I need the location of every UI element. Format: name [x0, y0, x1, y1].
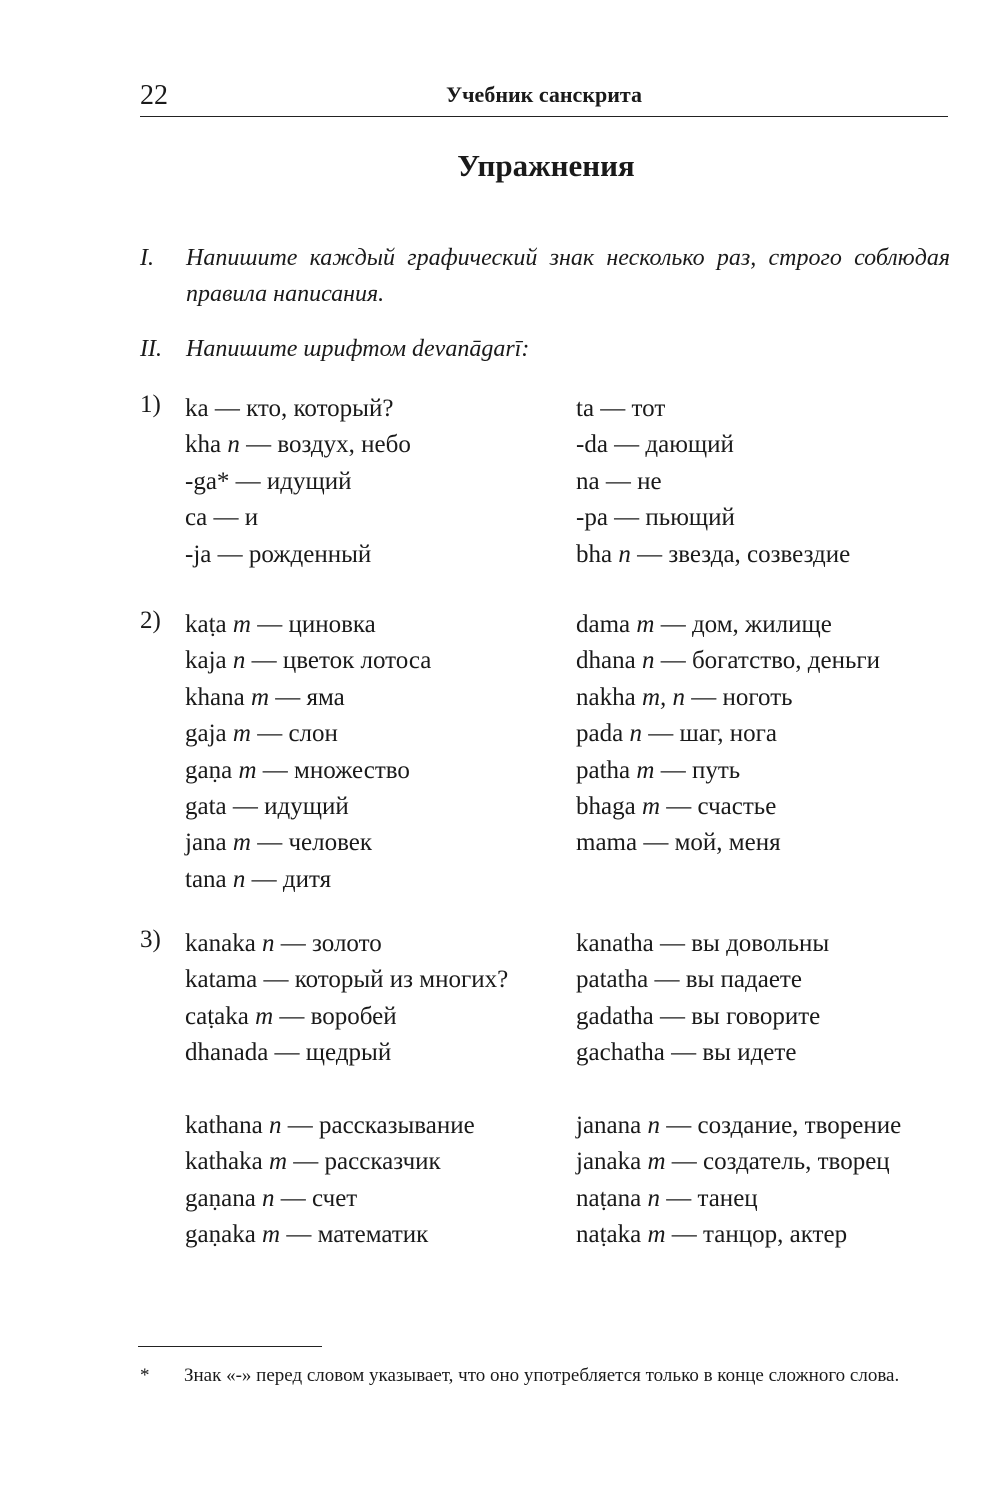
- russian-gloss: и: [244, 504, 259, 532]
- instruction-text: Напишите каждый графический знак несколько раз, строго соблюдая правила написания.: [186, 245, 950, 307]
- russian-gloss: множество: [294, 756, 410, 784]
- russian-gloss: богатство, деньги: [691, 647, 880, 675]
- vocab-entry: dhana n — богатство, деньги: [576, 647, 880, 675]
- instruction-number: II.: [140, 336, 162, 362]
- vocab-entry: jana m — человек: [185, 829, 372, 857]
- gender-mark: m: [641, 792, 661, 820]
- sanskrit-word: na: [576, 467, 600, 495]
- sanskrit-word: dhanada: [185, 1039, 269, 1067]
- gender-mark: m: [647, 1148, 666, 1176]
- russian-gloss: танец: [697, 1184, 758, 1212]
- vocab-entry: -pa — пьющий: [576, 504, 735, 532]
- gender-mark: n: [618, 540, 631, 568]
- russian-gloss: который из многих?: [294, 966, 509, 994]
- sanskrit-word: ca: [185, 504, 208, 532]
- footnote: [140, 1362, 946, 1390]
- sanskrit-word: kaja: [185, 647, 227, 675]
- sanskrit-word: kathana: [185, 1112, 263, 1139]
- russian-gloss: тот: [631, 395, 666, 422]
- instruction-1: [140, 240, 950, 312]
- vocab-entry: ca — и: [185, 504, 259, 532]
- russian-gloss: не: [637, 467, 662, 495]
- vocab-entry: naṭana n — танец: [576, 1184, 758, 1212]
- vocab-entry: gachatha — вы идете: [576, 1039, 797, 1067]
- gender-mark: m, n: [641, 683, 686, 711]
- russian-gloss: воздух, небо: [277, 431, 411, 459]
- sanskrit-word: jana: [185, 829, 227, 857]
- russian-gloss: вы идете: [702, 1039, 797, 1067]
- vocab-entry: dama m — дом, жилище: [576, 611, 832, 638]
- sanskrit-word: dama: [576, 611, 631, 638]
- vocab-entry: patha m — путь: [576, 756, 741, 784]
- russian-gloss: шаг, нога: [679, 720, 777, 748]
- russian-gloss: циновка: [288, 611, 376, 638]
- gender-mark: m: [250, 683, 270, 711]
- vocab-entry: gaṇana n — счет: [185, 1184, 358, 1212]
- vocab-entry: kaṭa m — циновка: [185, 611, 376, 638]
- sanskrit-word: naṭana: [576, 1184, 642, 1212]
- russian-gloss: кто, который?: [246, 395, 394, 422]
- running-title: Учебник санскрита: [446, 82, 642, 107]
- russian-gloss: рассказчик: [324, 1148, 441, 1176]
- vocab-entry: ta — тот: [576, 395, 666, 422]
- gender-mark: n: [262, 930, 275, 957]
- vocab-entry: khana m — яма: [185, 683, 345, 711]
- vocab-entry: na — не: [576, 467, 662, 495]
- sanskrit-word: kathaka: [185, 1148, 263, 1176]
- instruction-2: [140, 331, 950, 367]
- vocab-entry: mama — мой, меня: [576, 829, 781, 857]
- sanskrit-word: bha: [576, 540, 613, 568]
- sanskrit-word: gadatha: [576, 1002, 654, 1030]
- sanskrit-word: gaṇaka: [185, 1221, 256, 1249]
- sanskrit-word: gachatha: [576, 1039, 665, 1067]
- vocab-entry: gaja m — слон: [185, 720, 338, 748]
- russian-gloss: щедрый: [305, 1039, 392, 1067]
- vocab-entry: kathaka m — рассказчик: [185, 1148, 441, 1176]
- sanskrit-word: gata: [185, 792, 227, 820]
- gender-mark: m: [238, 756, 257, 784]
- vocab-entry: kha n — воздух, небо: [185, 431, 411, 459]
- vocab-entry: janaka m — создатель, творец: [576, 1148, 890, 1176]
- sanskrit-word: dhana: [576, 647, 636, 675]
- footnote-marker: *: [140, 1365, 150, 1386]
- russian-gloss: вы довольны: [691, 930, 830, 957]
- vocab-entry: nakha m, n — ноготь: [576, 683, 793, 711]
- vocab-entry: janana n — создание, творение: [576, 1112, 902, 1139]
- russian-gloss: рожденный: [248, 540, 372, 568]
- sanskrit-word: janaka: [576, 1148, 642, 1176]
- section-title: Упражнения: [457, 148, 635, 183]
- vocab-entry: gaṇa m — множество: [185, 756, 410, 784]
- sanskrit-word: mama: [576, 829, 638, 857]
- gender-mark: n: [641, 647, 655, 675]
- gender-mark: n: [262, 1184, 275, 1212]
- russian-gloss: вы говорите: [691, 1002, 821, 1030]
- gender-mark: n: [227, 431, 240, 459]
- vocab-column-left: [185, 391, 575, 573]
- sanskrit-word: -ga*: [185, 467, 230, 495]
- gender-mark: m: [262, 1221, 281, 1249]
- vocab-entry: kanaka n — золото: [185, 930, 382, 957]
- russian-gloss: вы падаете: [685, 966, 802, 994]
- group-number: 1): [140, 391, 161, 418]
- sanskrit-word: bhaga: [576, 792, 636, 820]
- sanskrit-word: katama: [185, 966, 258, 994]
- gender-mark: m: [232, 611, 251, 638]
- footnote-text: Знак «-» перед словом указывает, что оно употребляется только в конце сложного слова.: [184, 1365, 900, 1386]
- vocab-entry: kanatha — вы довольны: [576, 930, 830, 957]
- russian-gloss: пьющий: [645, 504, 735, 532]
- vocab-entry: tana n — дитя: [185, 865, 332, 893]
- gender-mark: m: [232, 720, 251, 748]
- vocab-entry: -ga* — идущий: [185, 467, 352, 495]
- russian-gloss: идущий: [266, 467, 352, 495]
- sanskrit-word: kha: [185, 431, 222, 459]
- russian-gloss: танцор, актер: [703, 1221, 848, 1249]
- sanskrit-word: caṭaka: [185, 1002, 249, 1030]
- gender-mark: m: [255, 1002, 274, 1030]
- vocab-column-right: [576, 607, 956, 862]
- vocab-column-left: [185, 607, 575, 898]
- vocab-entry: gadatha — вы говорите: [576, 1002, 821, 1030]
- sanskrit-word: gaṇa: [185, 756, 233, 784]
- gender-mark: m: [647, 1221, 666, 1249]
- russian-gloss: дающий: [645, 431, 734, 459]
- russian-gloss: слон: [288, 720, 338, 748]
- sanskrit-word: patha: [576, 756, 631, 784]
- vocab-entry: caṭaka m — воробей: [185, 1002, 397, 1030]
- footnote-divider: [138, 1346, 322, 1347]
- vocab-entry: kathana n — рассказывание: [185, 1112, 475, 1139]
- russian-gloss: мой, меня: [674, 829, 781, 857]
- gender-mark: n: [629, 720, 642, 748]
- russian-gloss: счет: [312, 1184, 358, 1212]
- sanskrit-word: janana: [576, 1112, 642, 1139]
- sanskrit-word: nakha: [576, 683, 636, 711]
- gender-mark: n: [232, 647, 246, 675]
- russian-gloss: цветок лотоса: [282, 647, 432, 675]
- russian-gloss: рассказывание: [318, 1112, 475, 1139]
- vocab-entry: pada n — шаг, нога: [576, 720, 777, 748]
- vocab-entry: gaṇaka m — математик: [185, 1221, 429, 1249]
- sanskrit-word: khana: [185, 683, 245, 711]
- sanskrit-word: -pa: [576, 504, 608, 532]
- vocab-column-left: [185, 1108, 575, 1254]
- gender-mark: n: [647, 1112, 660, 1139]
- russian-gloss: создание, творение: [697, 1112, 902, 1139]
- page-number: 22: [140, 80, 168, 111]
- sanskrit-word: ka: [185, 395, 209, 422]
- sanskrit-word: kaṭa: [185, 611, 227, 638]
- russian-gloss: идущий: [264, 792, 349, 820]
- gender-mark: m: [636, 756, 655, 784]
- russian-gloss: звезда, созвездие: [668, 540, 851, 568]
- sanskrit-word: -da: [576, 431, 608, 459]
- sanskrit-word: pada: [576, 720, 624, 748]
- group-number: 3): [140, 926, 161, 953]
- sanskrit-word: ta: [576, 395, 595, 422]
- sanskrit-word: -ja: [185, 540, 212, 568]
- vocab-entry: -ja — рожденный: [185, 540, 372, 568]
- vocab-column-right: [576, 926, 956, 1072]
- sanskrit-word: naṭaka: [576, 1221, 642, 1249]
- sanskrit-word: gaja: [185, 720, 227, 748]
- russian-gloss: дитя: [282, 865, 332, 893]
- russian-gloss: яма: [306, 683, 345, 711]
- sanskrit-word: gaṇana: [185, 1184, 256, 1212]
- instruction-number: I.: [140, 245, 154, 271]
- sanskrit-word: patatha: [576, 966, 649, 994]
- vocab-column-right: [576, 391, 956, 573]
- gender-mark: n: [268, 1112, 282, 1139]
- sanskrit-word: kanaka: [185, 930, 256, 957]
- russian-gloss: дом, жилище: [691, 611, 832, 638]
- vocab-entry: dhanada — щедрый: [185, 1039, 392, 1067]
- sanskrit-word: kanatha: [576, 930, 654, 957]
- russian-gloss: математик: [317, 1221, 429, 1249]
- vocab-entry: katama — который из многих?: [185, 966, 509, 994]
- vocab-column-left: [185, 926, 575, 1072]
- vocab-entry: kaja n — цветок лотоса: [185, 647, 432, 675]
- vocab-entry: bhaga m — счастье: [576, 792, 777, 820]
- instruction-text: Напишите шрифтом devanāgarī:: [186, 336, 530, 362]
- vocab-entry: patatha — вы падаете: [576, 966, 802, 994]
- running-header: [140, 76, 948, 117]
- russian-gloss: путь: [691, 756, 741, 784]
- vocab-entry: gata — идущий: [185, 792, 349, 820]
- sanskrit-word: tana: [185, 865, 227, 893]
- russian-gloss: счастье: [697, 792, 777, 820]
- vocab-entry: naṭaka m — танцор, актер: [576, 1221, 848, 1249]
- russian-gloss: ноготь: [722, 683, 793, 711]
- vocab-entry: -da — дающий: [576, 431, 734, 459]
- russian-gloss: создатель, творец: [703, 1148, 890, 1176]
- russian-gloss: человек: [288, 829, 372, 857]
- gender-mark: m: [268, 1148, 288, 1176]
- group-number: 2): [140, 607, 161, 634]
- vocab-column-right: [576, 1108, 956, 1254]
- gender-mark: m: [232, 829, 251, 857]
- russian-gloss: воробей: [310, 1002, 397, 1030]
- russian-gloss: золото: [312, 930, 382, 957]
- vocab-entry: ka — кто, который?: [185, 395, 394, 422]
- gender-mark: n: [232, 865, 246, 893]
- gender-mark: m: [636, 611, 655, 638]
- gender-mark: n: [647, 1184, 660, 1212]
- vocab-entry: bha n — звезда, созвездие: [576, 540, 851, 568]
